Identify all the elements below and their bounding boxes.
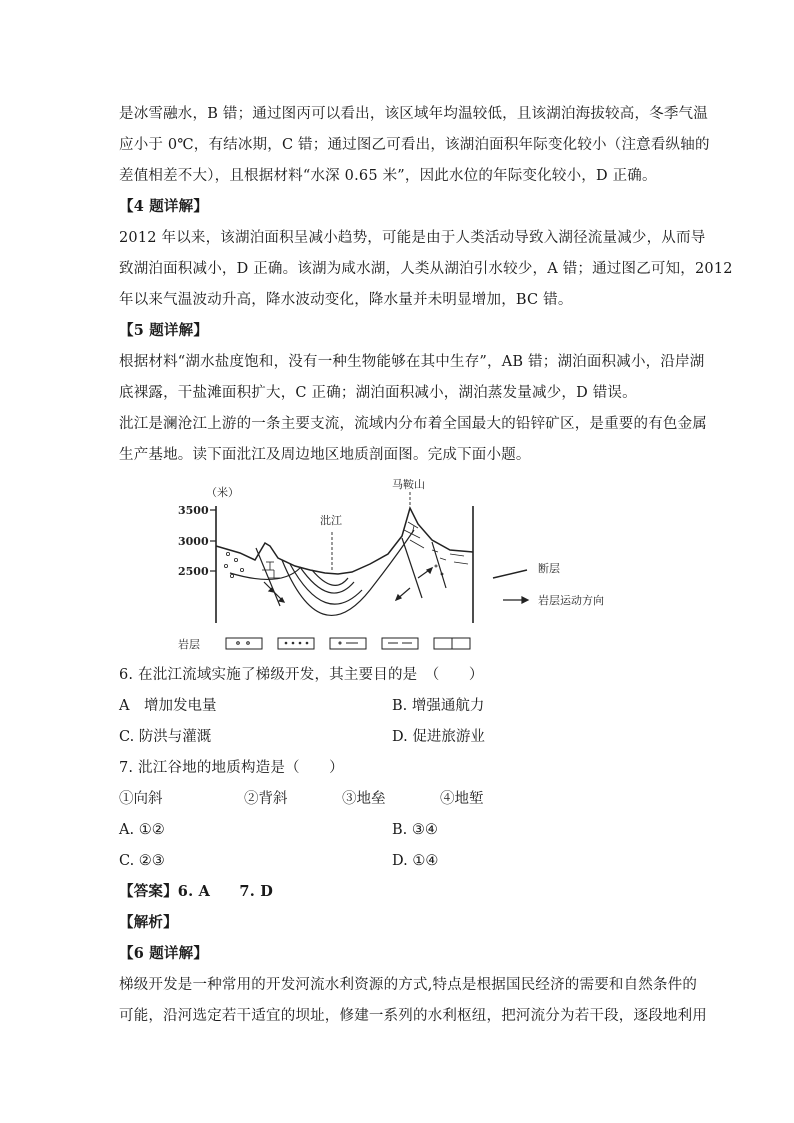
- q7-item: ②背斜: [244, 791, 288, 807]
- analysis-header: 【解析】: [119, 914, 178, 931]
- question-6-stem: 6. 在沘江流域实施了梯级开发，其主要目的是 （ ）: [119, 667, 484, 683]
- q7-item: ③地垒: [342, 791, 386, 807]
- geologic-cross-section-figure: [170, 478, 650, 656]
- paragraph-line: 底裸露，干盐滩面积扩大，C 正确；湖泊面积减小，湖泊蒸发量减少，D 错误。: [119, 385, 637, 401]
- q7-item: ①向斜: [119, 791, 163, 807]
- section-header: 【4 题详解】: [119, 198, 209, 215]
- q7-item: ④地堑: [440, 791, 484, 807]
- paragraph-line: 致湖泊面积减小，D 正确。该湖为咸水湖，人类从湖泊引水较少，A 错；通过图乙可知，2012: [119, 261, 733, 277]
- mountain-label: 马鞍山: [392, 478, 425, 491]
- answer-line: 【答案】6. A 7. D: [119, 883, 273, 900]
- q6-option-b: B. 增强通航力: [392, 698, 485, 714]
- paragraph-line: 年以来气温波动升高，降水波动变化，降水量并未明显增加，BC 错。: [119, 292, 573, 308]
- fault-legend-symbol: [493, 570, 527, 578]
- paragraph-line: 是冰雪融水，B 错；通过图丙可以看出，该区域年均温较低，且该湖泊海拔较高，冬季气温: [119, 106, 708, 122]
- q7-option-b: B. ③④: [392, 822, 438, 838]
- river-label: 沘江: [320, 514, 342, 527]
- q7-option-d: D. ①④: [392, 853, 439, 869]
- q6-option-c: C. 防洪与灌溉: [119, 729, 212, 745]
- tick-label: 3000: [178, 535, 209, 548]
- paragraph-line: 根据材料“湖水盐度饱和，没有一种生物能够在其中生存”，AB 错；湖泊面积减小，沿岸湖: [119, 354, 705, 370]
- intro-line: 沘江是澜沧江上游的一条主要支流，流域内分布着全国最大的铅锌矿区，是重要的有色金属: [119, 416, 707, 432]
- axis-unit: （米）: [206, 486, 239, 499]
- section-header: 【6 题详解】: [119, 945, 209, 962]
- q7-option-c: C. ②③: [119, 853, 165, 869]
- q7-option-a: A. ①②: [119, 822, 165, 838]
- tick-label: 3500: [178, 504, 209, 517]
- paragraph-line: 差值相差不大），且根据材料“水深 0.65 米”，因此水位的年际变化较小，D 正确。: [119, 168, 657, 184]
- strata-label: 岩层: [178, 638, 200, 651]
- paragraph-line: 应小于 0℃，有结冰期，C 错；通过图乙可看出，该湖泊面积年际变化较小（注意看纵轴的: [119, 137, 710, 153]
- q6-option-d: D. 促进旅游业: [392, 729, 485, 745]
- legend-motion-label: 岩层运动方向: [538, 594, 604, 607]
- paragraph-line: 梯级开发是一种常用的开发河流水利资源的方式,特点是根据国民经济的需要和自然条件的: [119, 977, 698, 993]
- q6-option-a: A 增加发电量: [119, 698, 217, 714]
- question-7-stem: 7. 沘江谷地的地质构造是（ ）: [119, 760, 344, 776]
- tick-label: 2500: [178, 565, 209, 578]
- intro-line: 生产基地。读下面沘江及周边地区地质剖面图。完成下面小题。: [119, 447, 531, 463]
- section-header: 【5 题详解】: [119, 322, 209, 339]
- paragraph-line: 2012 年以来，该湖泊面积呈减小趋势，可能是由于人类活动导致入湖径流量减少，从而导: [119, 230, 706, 246]
- legend-fault-label: 断层: [538, 562, 560, 575]
- paragraph-line: 可能，沿河选定若干适宜的坝址，修建一系列的水利枢纽，把河流分为若干段，逐段地利用: [119, 1008, 707, 1024]
